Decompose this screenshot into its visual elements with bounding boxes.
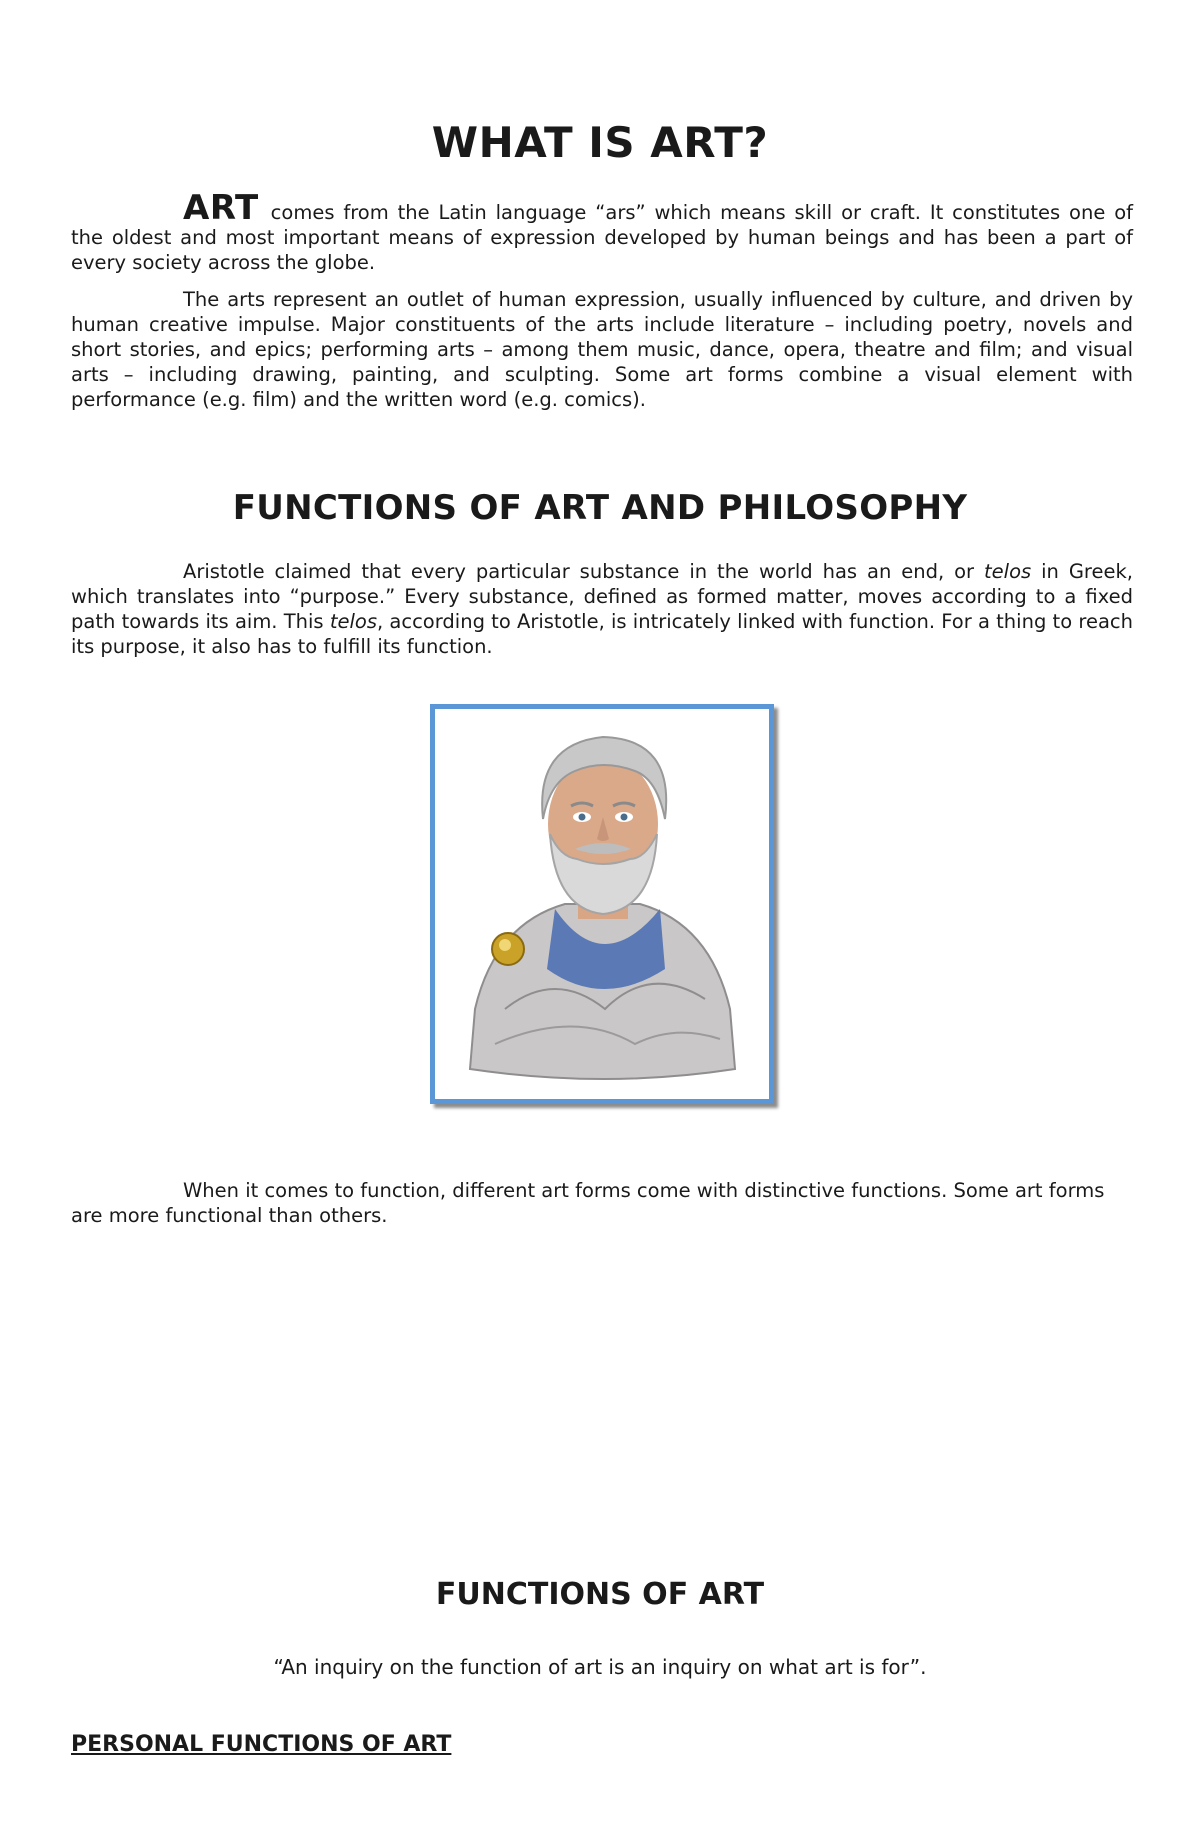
subheading-personal-functions: PERSONAL FUNCTIONS OF ART <box>71 1732 452 1757</box>
page-title: WHAT IS ART? <box>431 118 769 167</box>
aristotle-text-a: Aristotle claimed that every particular substance in the world has an end, or <box>183 560 985 583</box>
inquiry-quote: “An inquiry on the function of art is an inquiry on what art is for”. <box>273 1655 927 1679</box>
section-title-functions-philosophy: FUNCTIONS OF ART AND PHILOSOPHY <box>232 488 968 528</box>
lead-word-art: ART <box>183 188 259 228</box>
intro-paragraph-text: comes from the Latin language “ars” which means skill or craft. It constitutes one of the oldest and most important means of expression developed by human beings and has been a part of every society across the globe. <box>71 201 1133 274</box>
telos-term-1: telos <box>984 560 1032 583</box>
aristotle-text-c: , according to Aristotle, is intricately linked with function. For a thing to reach its purpose, it also has to fulfill its function. <box>71 610 1133 658</box>
aristotle-paragraph <box>71 559 1133 659</box>
aristotle-portrait-frame <box>430 704 774 1104</box>
section-title-functions-of-art: FUNCTIONS OF ART <box>435 1577 765 1612</box>
function-paragraph: When it comes to function, different art forms come with distinctive functions. Some art forms are more functional than others. <box>71 1179 1105 1227</box>
arts-paragraph: The arts represent an outlet of human expression, usually influenced by culture, and driven by human creative impulse. Major constituents of the arts include literature – including poetry, novels and short stories, and epics; performing arts – among them music, dance, opera, theatre and film; and visual arts – including drawing, painting, and sculpting. Some art forms combine a visual element with performance (e.g. film) and the written word (e.g. comics). <box>71 288 1133 411</box>
intro-paragraph <box>71 188 1133 275</box>
aristotle-text-b: in Greek, which translates into “purpose.” Every substance, defined as formed matter, moves according to a fixed path towards its aim. This <box>71 560 1134 633</box>
telos-term-2: telos <box>329 610 377 633</box>
aristotle-portrait-icon <box>435 709 769 1099</box>
